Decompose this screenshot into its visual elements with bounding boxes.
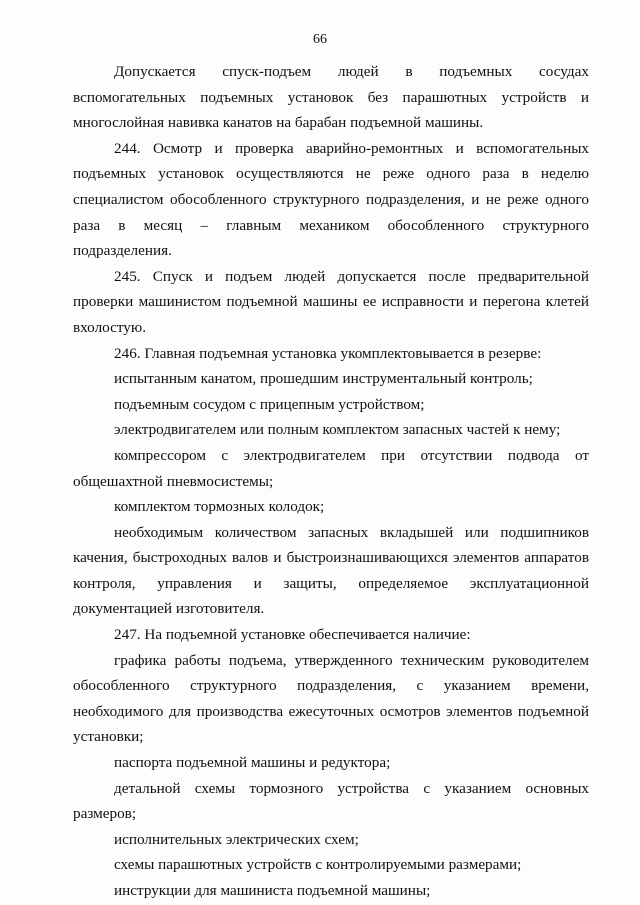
list-item-operator-instructions: инструкции для машиниста подъемной машины; xyxy=(114,882,431,899)
list-item-tested-rope: испытанным канатом, прошедшим инструментальный контроль; xyxy=(114,370,533,388)
list-item-spare-parts: необходимым количеством запасных вкладышей или подшипников качения, быстроходных валов и быстроизнашивающихся элементов аппаратов контроля, управления и защиты, определяемое эксплуатационной документацией изготовителя. xyxy=(73,523,589,618)
list-item-brake-pads: комплектом тормозных колодок; xyxy=(114,498,325,516)
list-item-machine-passport: паспорта подъемной машины и редуктора; xyxy=(114,754,391,772)
body-text xyxy=(73,59,589,904)
paragraph-descent-lift: Допускается спуск-подъем людей в подъемных сосудах вспомогательных подъемных установок без парашютных устройств и многослойная навивка канатов на барабан подъемной машины. xyxy=(73,63,589,132)
paragraph-245-people-transport: 245. Спуск и подъем людей допускается после предварительной проверки машинистом подъемной машины ее исправности и перегона клетей вхолостую. xyxy=(73,267,589,336)
list-item-lifting-vessel: подъемным сосудом с прицепным устройством; xyxy=(114,395,425,413)
list-item-electrical-schemes: исполнительных электрических схем; xyxy=(114,830,359,848)
paragraph-246-reserve-equipment: 246. Главная подъемная установка укомплектовывается в резерве: xyxy=(114,344,542,362)
list-item-compressor: компрессором с электродвигателем при отсутствии подвода от общешахтной пневмосистемы; xyxy=(73,446,589,490)
paragraph-247-required-documents: 247. На подъемной установке обеспечивается наличие: xyxy=(114,626,471,644)
page-number: 66 xyxy=(313,32,327,47)
paragraph-244-inspection: 244. Осмотр и проверка аварийно-ремонтных и вспомогательных подъемных установок осуществляются не реже одного раза в неделю специалистом обособленного структурного подразделения, и не реже одного раза в месяц – главным механиком обособленного структурного подразделения. xyxy=(73,139,589,260)
list-item-parachute-schemes: схемы парашютных устройств с контролируемыми размерами; xyxy=(114,856,522,874)
list-item-electric-motor: электродвигателем или полным комплектом запасных частей к нему; xyxy=(114,421,561,439)
list-item-work-schedule: графика работы подъема, утвержденного техническим руководителем обособленного структурного подразделения, с указанием времени, необходимого для производства ежесуточных осмотров элементов подъемной установки; xyxy=(73,651,589,746)
list-item-brake-scheme: детальной схемы тормозного устройства с указанием основных размеров; xyxy=(73,779,589,823)
